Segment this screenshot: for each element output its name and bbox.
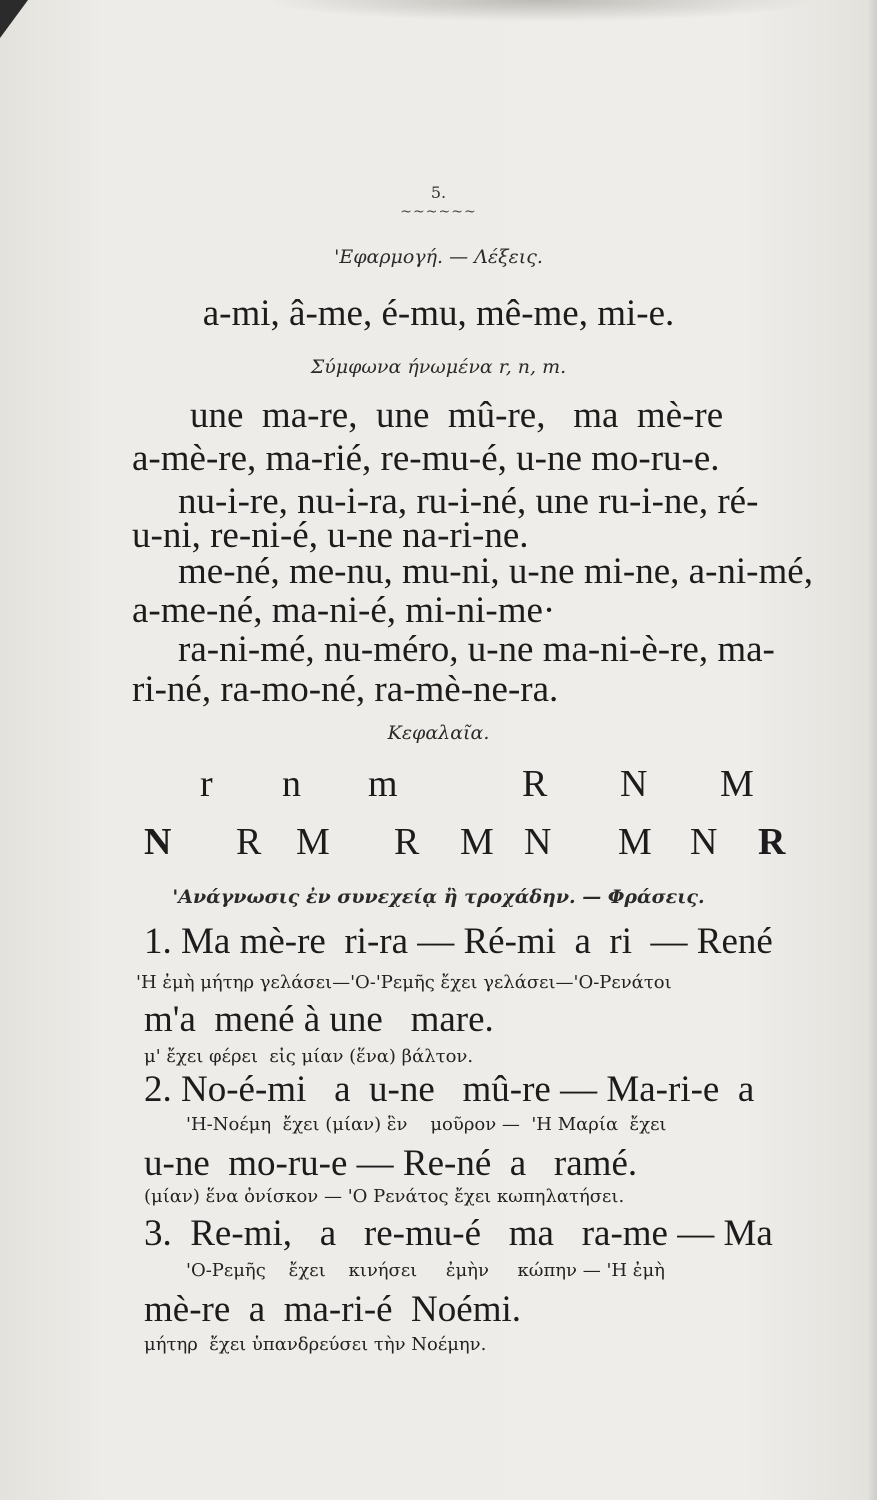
page-right-edge — [867, 0, 877, 1500]
heading-application: 'Εφαρμογή. — Λέξεις. — [334, 246, 543, 268]
body-line-3: nu-i-re, nu-i-ra, ru-i-né, une ru-i-ne, ré- — [178, 481, 759, 522]
body-line-2: a-mè-re, ma-rié, re-mu-é, u-ne mo-ru-e. — [132, 438, 720, 479]
heading-consonants: Σύμφωνα ήνωμένα r, n, m. — [310, 356, 567, 378]
words-line: a-mi, â-me, é-mu, mê-me, mi-e. — [202, 293, 675, 334]
heading-capitals: Κεφαλαῖα. — [387, 722, 490, 744]
sentence-4-french: u-ne mo-ru-e — Re-né a ramé. — [144, 1143, 638, 1184]
sentence-5-greek: 'Ο-Ρεμῆς ἔχει κινήσει ἐμὴν κώπην — 'Η ἐμὴ — [186, 1260, 665, 1281]
sentence-2-french: m'a mené à une mare. — [144, 999, 494, 1040]
letter: N — [524, 821, 552, 863]
letter: N — [690, 821, 718, 863]
letter: R — [394, 821, 420, 863]
letter: M — [720, 763, 754, 805]
heading-reading: 'Ανάγνωσις ἐν συνεχείᾳ ἢ τροχάδην. — Φράσεις. — [172, 886, 705, 908]
sentence-1-greek: 'Η ἐμὴ μήτηρ γελάσει—'Ο-'Ρεμῆς ἔχει γελάσει—'Ο-Ρενάτοι — [136, 972, 672, 993]
body-line-8: ri-né, ra-mo-né, ra-mè-ne-ra. — [132, 669, 559, 710]
letter: R — [522, 763, 548, 805]
page-number: 5. — [430, 183, 447, 202]
top-edge-shadow — [260, 0, 820, 22]
letter: n — [282, 763, 301, 805]
body-line-6: a-me-né, ma-ni-é, mi-ni-me· — [132, 590, 556, 631]
body-line-4: u-ni, re-ni-é, u-ne na-ri-ne. — [132, 515, 529, 556]
sentence-6-french: mè-re a ma-ri-é Noémi. — [144, 1289, 522, 1330]
letter: M — [618, 821, 652, 863]
sentence-3-greek: 'Η-Νοέμη ἔχει (μίαν) ἓν μοῦρον — 'Η Μαρία ἔχει — [186, 1114, 667, 1135]
sentence-2-greek: μ' ἔχει φέρει εἰς μίαν (ἕνα) βάλτον. — [144, 1046, 474, 1067]
sentence-3-french: 2. No-é-mi a u-ne mû-re — Ma-ri-e a — [144, 1069, 755, 1110]
body-line-5: me-né, me-nu, mu-ni, u-ne mi-ne, a-ni-mé, — [178, 551, 813, 592]
letter: m — [368, 763, 398, 805]
letter: M — [296, 821, 330, 863]
letter: r — [200, 763, 213, 805]
letter: M — [460, 821, 494, 863]
letter: R — [236, 821, 262, 863]
sentence-6-greek: μήτηρ ἔχει ὑπανδρεύσει τὴν Νοέμην. — [144, 1334, 487, 1355]
letter: R — [758, 821, 786, 863]
ornament-divider: ~~~~~~ — [400, 204, 477, 220]
page-corner-shadow — [0, 0, 28, 38]
letter: N — [144, 821, 172, 863]
sentence-4-greek: (μίαν) ἕνα ὀνίσκον — 'Ο Ρενάτος ἔχει κωπηλατήσει. — [144, 1186, 625, 1207]
body-line-7: ra-ni-mé, nu-méro, u-ne ma-ni-è-re, ma- — [178, 629, 775, 670]
sentence-5-french: 3. Re-mi, a re-mu-é ma ra-me — Ma — [144, 1213, 773, 1254]
letter: N — [620, 763, 648, 805]
sentence-1-french: 1. Ma mè-re ri-ra — Ré-mi a ri — René — [144, 921, 773, 962]
body-line-1: une ma-re, une mû-re, ma mè-re — [190, 395, 724, 436]
